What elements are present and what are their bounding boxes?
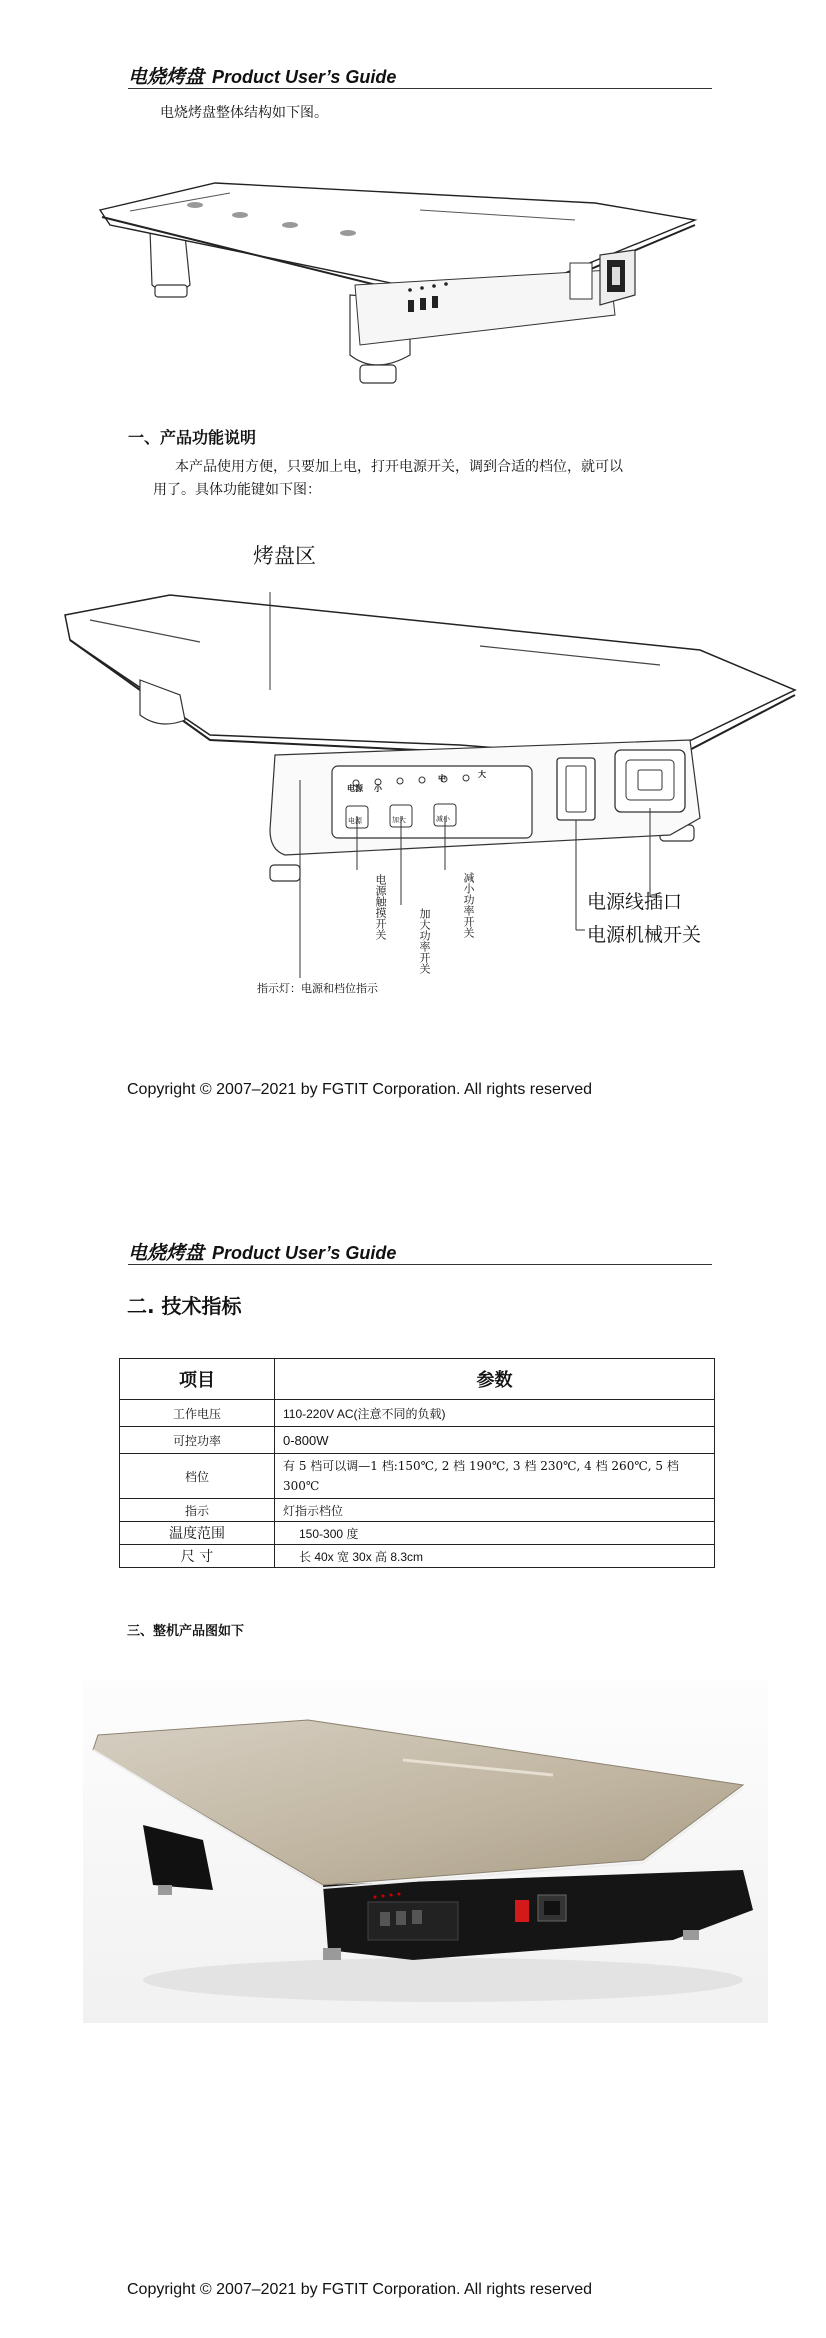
table-row [120,1454,715,1499]
label-mechanical-switch: 电源机械开关 [587,924,702,946]
table-cell-value: 灯指示档位 [275,1499,715,1522]
label-grill-area: 烤盘区 [253,544,316,568]
copyright-page1: Copyright © 2007–2021 by FGTIT Corporation. All rights reserved [127,1081,593,1098]
table-cell-key: 档位 [120,1454,275,1499]
panel-label-small: 小 [374,784,382,793]
panel-label-big: 大 [478,770,486,779]
grill-overview-illustration [90,175,740,415]
page-header-2 [128,1238,712,1265]
table-header-item: 项目 [120,1359,275,1400]
intro-text: 电烧烤盘整体结构如下图。 [160,105,328,121]
btn-label-power: 电源 [348,817,362,825]
table-cell-key: 温度范围 [120,1522,275,1545]
header-title-cn-2: 电烧烤盘 [128,1242,205,1264]
function-diagram [0,540,826,1010]
table-cell-value: 长 40x 宽 30x 高 8.3cm [275,1545,715,1568]
table-cell-value: 150-300 度 [275,1522,715,1545]
table-row [120,1427,715,1454]
table-cell-key: 工作电压 [120,1400,275,1427]
label-increase-switch: 加大功率开关 [418,908,431,974]
header-title-en: Product User’s Guide [212,67,397,87]
spec-table [119,1358,715,1568]
table-cell-value: 有 5 档可以调—1 档:150℃, 2 档 190℃, 3 档 230℃, 4 档 260℃, 5 档 300℃ [275,1454,715,1499]
table-header-row [120,1359,715,1400]
table-cell-value: 0-800W [275,1427,715,1454]
label-indicator: 指示灯：电源和档位指示 [257,982,378,995]
section2-title: 二. 技术指标 [127,1294,242,1318]
label-power-socket: 电源线插口 [587,891,683,913]
table-cell-key: 指示 [120,1499,275,1522]
table-cell-value: 110-220V AC(注意不同的负载) [275,1400,715,1427]
label-decrease-switch: 减小功率开关 [462,872,475,938]
panel-label-power: 电源 [347,784,363,793]
section3-title: 三、整机产品图如下 [127,1624,245,1639]
table-row [120,1545,715,1568]
table-cell-key: 尺 寸 [120,1545,275,1568]
table-row [120,1400,715,1427]
product-photo-illustration [83,1680,768,2023]
page-header [128,62,712,89]
copyright-page2: Copyright © 2007–2021 by FGTIT Corporation. All rights reserved [127,2281,593,2298]
section1-title: 一、产品功能说明 [128,428,257,447]
section1-text-line2: 用了。具体功能键如下图： [153,482,321,498]
table-cell-key: 可控功率 [120,1427,275,1454]
label-touch-switch: 电源触摸开关 [374,874,387,940]
btn-label-down: 减小 [436,815,450,823]
table-row [120,1499,715,1522]
table-header-param: 参数 [275,1359,715,1400]
btn-label-up: 加大 [392,816,406,824]
section1-text-line1: 本产品使用方便，只要加上电，打开电源开关，调到合适的档位，就可以 [175,459,623,475]
header-title-en-2: Product User’s Guide [212,1243,397,1263]
panel-label-mid: 中 [438,774,446,783]
product-photo [83,1680,768,2023]
table-row [120,1522,715,1545]
header-title-cn: 电烧烤盘 [128,66,205,88]
